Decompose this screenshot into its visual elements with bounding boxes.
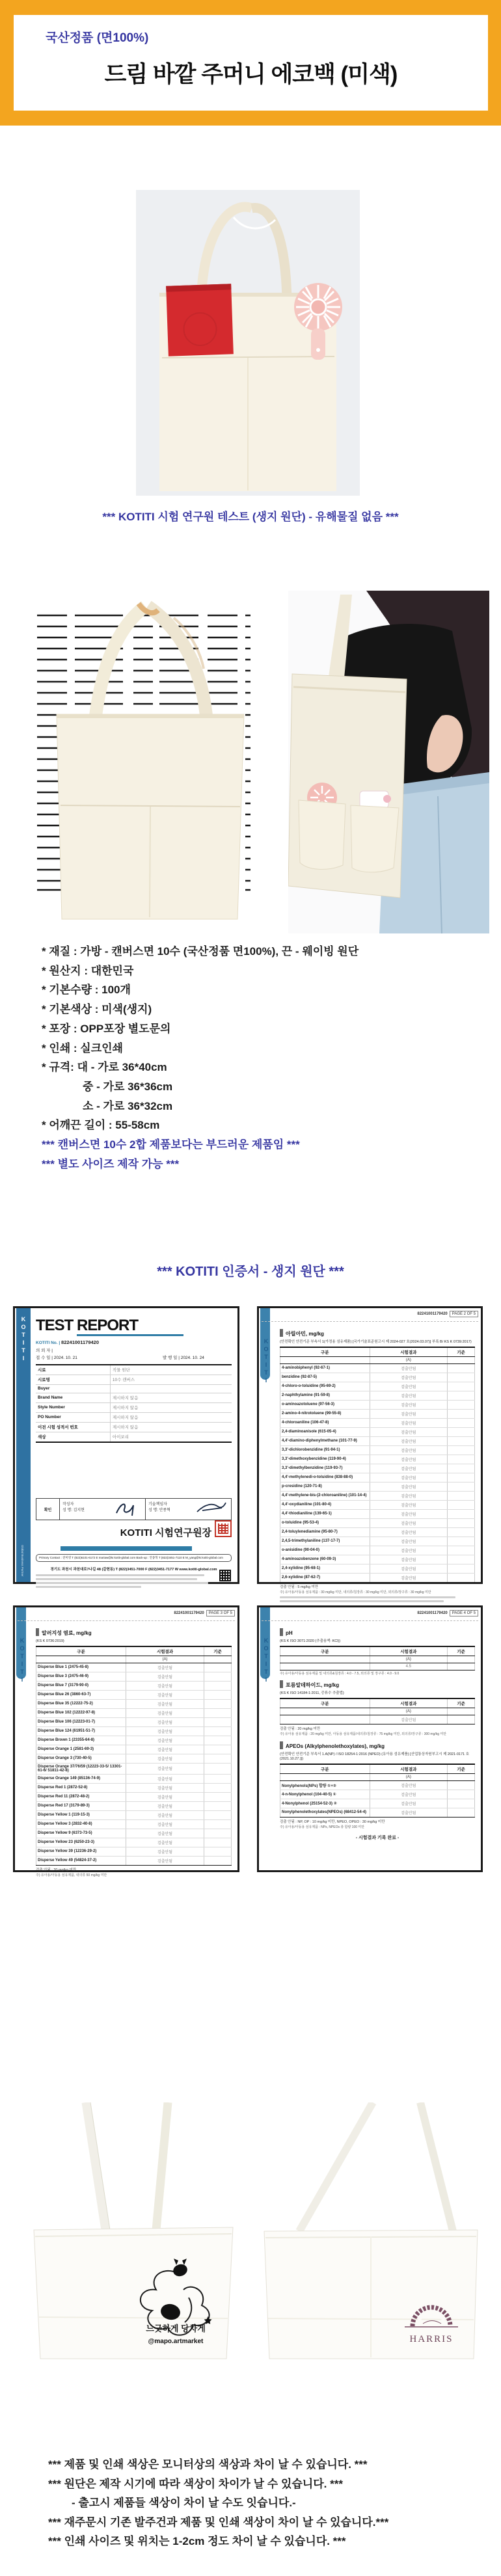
table-row: 4,4'-diamino-diphenylmethane (101-77-9) 검출안됨: [280, 1436, 475, 1445]
origin-badge: 국산정품 (면100%): [46, 31, 149, 45]
director-title: KOTITI 시험연구원장: [120, 1527, 211, 1538]
writer-signature: [114, 1500, 141, 1517]
table-row: 4,4'-methylene-bis-(2-chloroaniline) (101-14-4) 검출안됨: [280, 1491, 475, 1500]
table-row: Disperse Orange 149 (85136-74-9) 검출안됨: [36, 1774, 232, 1783]
product-photo-model: [288, 591, 489, 933]
table-row: Disperse Yellow 39 (12236-29-2) 검출안됨: [36, 1847, 232, 1856]
spec-line: * 원산지 : 대한민국: [42, 964, 134, 977]
ph-section: pH (KS K ISO 3071:2020 (추출용액: KCl)) 구분 시험결과 기준 (A) 4.5 주) 유아용/아동용 섬유제품 및 내의류&침장류 : 4.0 - 7.5, 외의류 및 장구류 : 4.0 - 9.0: [280, 1626, 475, 1676]
section-subtitle: (안전확인 안전기준 부속서 1(가정용 섬유제품) [국가기술표준원고시 제 2024-027 호(2024.03.07)] 부록 B/ KS K 0739:2017): [280, 1340, 472, 1344]
table-row: Nonylphenolethoxylates(NPEOs) (68412-54-4) 검출안됨: [280, 1808, 475, 1817]
dye-table: 구분 시험결과 기준 (A) Disperse Blue 1 (2475-45-8) 검출안됨 Disperse Blue 3 (2475-46-9) 검출안됨 Disperse Blue 7 (3179-90-0) 검출안됨 Disperse Blue 26 (3860-63-7) 검출안됨 Disperse Blue 35 (12222-75-2) 검출안됨 Disperse Blue 102 (12222-97-8) 검출안됨 Disperse Blue 106 (12223-01-7) 검출안됨 Disperse Blue 124 (61951-51-7) 검출안됨 Disperse Brown 1 (23355-64-8) 검출안됨 Disperse Orange 1 (2581-69-3) 검출안됨 Disperse Orange 3 (730-40-5) 검출안됨 Disperse Orange 37/76/59 (12223-33-5/ 13301-61-6/ 51811-42-8) 검출안됨 Disperse Orange 149 (85136-74-9) 검출안됨 Disperse Red 1 (2872-52-8) 검출안됨 Disperse Red 11 (2872-48-2) 검출안됨 Disperse Red 17 (3179-89-3) 검출안됨 Disperse Yellow 1 (119-15-3) 검출안됨 Disperse Yellow 3 (2832-40-8) 검출안됨 Disperse Yellow 9 (6373-73-5) 검출안됨 Disperse Yellow 23 (6250-23-3) 검출안됨 Disperse Yellow 39 (12236-29-2) 검출안됨 Disperse Yellow 49 (54824-37-2) 검출안됨: [36, 1646, 232, 1866]
spec-line: 중 - 가로 36*36cm: [83, 1080, 173, 1093]
arylamine-table: 구분 시험결과 기준 (A) 4-aminobiphenyl (92-67-1) 검출안됨 benzidine (92-87-5) 검출안됨 4-chloro-o-toluidine (95-69-2) 검출안됨 2-naphthylamine (91-59-8) 검출안됨 o-aminoazotoluene (97-56-3) 검출안됨 2-amino-4-nitrotoluene (99-55-8) 검출안됨 4-chloroaniline (106-47-8) 검출안됨 2,4-diaminoanisole (615-05-4) 검출안됨 4,4'-diamino-diphenylmethane (101-77-9) 검출안됨 3,3'-dichlorobenzidine (91-94-1) 검출안됨 3,3'-dimethoxybenzidine (119-90-4) 검출안됨 3,3'-dimethylbenzidine (119-93-7) 검출안됨 4,4'-methylenedi-o-toluidine (838-88-0) 검출안됨 p-cresidine (120-71-8) 검출안됨 4,4'-methylene-bis-(2-chloroaniline) (101-14-4) 검출안됨 4,4'-oxydianiline (101-80-4) 검출안됨 4,4'-thiodianiline (139-65-1) 검출안됨 o-toluidine (95-53-4) 검출안됨 2,4-toluylenediamine (95-80-7) 검출안됨 2,4,5-trimethylaniline (137-17-7) 검출안됨 o-anisidine (90-04-0) 검출안됨 4-aminoazobenzene (60-09-3) 검출안됨 2,4-xylidine (95-68-1) 검출안됨 2,6-xylidine (87-62-7) 검출안됨: [280, 1347, 475, 1583]
table-row: benzidine (92-87-5) 검출안됨: [280, 1373, 475, 1382]
report-meta: KOTITI No. | 82241001179420 의 뢰 자 | 접 수 일 | 2024. 10. 21 발 행 일 | 2024. 10. 24: [36, 1339, 204, 1360]
signature-box: 확인 작성자 성 명: 김지현 기술책임자 성 명: 안종혁: [36, 1498, 232, 1520]
page-title: 드림 바깥 주머니 에코백 (미색): [104, 62, 398, 87]
table-row: Disperse Blue 1 (2475-45-8) 검출안됨: [36, 1663, 232, 1672]
table-note: 주) 유아용/아동용 섬유제품, 내의류 50 mg/kg 미만: [36, 1873, 107, 1877]
striped-bag-illustration: [18, 591, 269, 933]
spec-line: *** 캔버스면 10수 2합 제품보다는 부드러운 제품임 ***: [42, 1138, 300, 1151]
table-row: 4-chloro-o-toluidine (95-69-2) 검출안됨: [280, 1382, 475, 1391]
test-report-title: TEST REPORT: [36, 1317, 232, 1335]
table-row: Disperse Orange 3 (730-40-5) 검출안됨: [36, 1754, 232, 1763]
table-row: 3,3'-dichlorobenzidine (91-94-1) 검출안됨: [280, 1445, 475, 1455]
section-title: 알러지성 염료, mg/kg: [36, 1626, 232, 1638]
table-row: p-cresidine (120-71-8) 검출안됨: [280, 1482, 475, 1491]
table-row: 2,4-xylidine (95-68-1) 검출안됨: [280, 1564, 475, 1573]
header-orange-band: [0, 0, 501, 126]
contact-box: Primary Contact : 전미영 T (822)6101-6172 E mariaw@kr.kotiti-global.com Back-up : 안종혁 T (822)3451-7110 E M_yang@kr.kotiti-global.com: [36, 1554, 232, 1562]
footer-note-line: *** 재주문시 기존 발주건과 제품 및 인쇄 색상이 차이 날 수 있습니다.***: [48, 2516, 389, 2529]
page-indicator: 82241001179420 PAGE 2 OF 5: [417, 1312, 478, 1316]
table-row: 4-aminobiphenyl (92-67-1) 검출안됨: [280, 1363, 475, 1373]
printed-bag-cat-illustration: [26, 2102, 241, 2360]
table-row: 4,4'-thiodianiline (139-65-1) 검출안됨: [280, 1509, 475, 1518]
footer-note-line: *** 인쇄 사이즈 및 위치는 1-2cm 정도 차이 날 수 있습니다. ***: [48, 2535, 346, 2547]
apeo-section: APEOs (Alkylphenolethoxylates), mg/kg (안전확인 안전기준 부속서 1.A(NP) / ISO 18254-1:2016 (NPEO) (유아용 섬유제품) [산업통상자원부고시 제 2021-0171 호 (2021.10.27.)]) 구분 시험결과 기준 (A) Nonylphenols(NPs) 합량 ①+② 검출안됨 4-n-Nonylphenol (104-40-5) ① 검출안됨 4-Nonylphenol (25154-52-3) ② 검출안됨 Nonylphenolethoxylates(NPEOs) (68412-54-4) 검출안됨 검출 안됨 : NP, OP : 10 mg/kg 미만, NPEO, OPEO : 30 mg/kg 미만 주) 유아용/아동용 섬유제품 : NPs, NPEOs 총 함량 100 미만: [280, 1739, 475, 1829]
table-row: 2,4,5-trimethylaniline (137-17-7) 검출안됨: [280, 1536, 475, 1546]
report-footnotes: [36, 1572, 211, 1590]
kotiti-vertical-logo: KOTITI: [263, 1338, 269, 1385]
table-row: PO Number 제시하지 않음: [36, 1412, 232, 1422]
svg-text:@mapo.artmarket: @mapo.artmarket: [148, 2338, 204, 2345]
address-line: 경기도 과천시 과천대로7나길 48 (갈현동) T (822)3451-7000 F (822)3451-7177 W www.kotiti-global.com: [50, 1568, 217, 1572]
report-end-line: - 시험결과 기록 완료 -: [355, 1836, 399, 1840]
formaldehyde-section: 포름알데하이드, mg/kg (KS K ISO 14184-1:2011, 증류수 추출법) 구분 시험결과 기준 (A) 검출안됨 검출 안됨 : 20 mg/kg 미만 주) 유아용 섬유제품 : 20 mg/kg 미만, 아동용 섬유제품/내의류/침장류 : 75 mg/kg 미만, 외의류/장구류 : 300 mg/kg 미만: [280, 1678, 475, 1736]
table-row: Disperse Red 1 (2872-52-8) 검출안됨: [36, 1783, 232, 1792]
spec-line: * 어깨끈 길이 : 55-58cm: [42, 1119, 160, 1132]
kotiti-vertical-logo: KOTITI: [20, 1316, 27, 1363]
test-report-page3: [13, 1605, 239, 1877]
sample-info-table: [36, 1364, 232, 1443]
table-row: Brand Name 제시하지 않음: [36, 1393, 232, 1402]
test-report-page2: [257, 1306, 483, 1594]
spec-line: 소 - 가로 36*32cm: [83, 1099, 173, 1112]
certificate-heading: *** KOTITI 인증서 - 생지 원단 ***: [157, 1265, 344, 1279]
product-specs: [42, 942, 471, 1174]
table-row: 4-n-Nonylphenol (104-40-5) ① 검출안됨: [280, 1790, 475, 1799]
spec-line: * 규격: 대 - 가로 36*40cm: [42, 1061, 167, 1074]
table-row: 시료명 10수 캔버스: [36, 1375, 232, 1384]
table-row: 4-Nonylphenol (25154-52-3) ② 검출안됨: [280, 1799, 475, 1808]
table-row: Buyer: [36, 1384, 232, 1393]
table-row: 3,3'-dimethoxybenzidine (119-90-4) 검출안됨: [280, 1455, 475, 1464]
printed-bag-harris-illustration: [259, 2102, 483, 2360]
spec-line: * 기본색상 : 미색(생지): [42, 1003, 152, 1016]
section-subtitle: (KS K 0736:2019): [36, 1639, 64, 1643]
table-note: 주) 유아용/아동용 섬유제품 : 30 mg/kg 미만, 내의류/침장류 : 30 mg/kg 미만, 외의류/장구류 : 30 mg/kg 미만: [280, 1590, 431, 1594]
footer-note-line: *** 제품 및 인쇄 색상은 모니터상의 색상과 차이 날 수 있습니다. ***: [48, 2458, 368, 2471]
model-wearing-bag-illustration: [288, 591, 489, 933]
table-row: 색상 아이보리: [36, 1432, 232, 1442]
table-row: 2-amino-4-nitrotoluene (99-55-8) 검출안됨: [280, 1409, 475, 1418]
table-row: o-aminoazotoluene (97-56-3) 검출안됨: [280, 1400, 475, 1409]
section-title: 아릴아민, mg/kg: [280, 1327, 475, 1339]
table-row: Disperse Blue 7 (3179-90-0) 검출안됨: [36, 1681, 232, 1690]
page-indicator: 82241001179420 PAGE 3 OF 5: [174, 1611, 235, 1615]
product-photo-striped: [18, 591, 269, 933]
sample-bag-left: [26, 2102, 241, 2360]
product-photo-main: [136, 190, 360, 496]
table-footer: 검출 안됨 : 5 mg/kg 미만: [280, 1585, 319, 1589]
table-row: 2,6-xylidine (87-62-7) 검출안됨: [280, 1573, 475, 1582]
spec-line: *** 별도 사이즈 제작 가능 ***: [42, 1157, 180, 1170]
spec-line: * 재질 : 가방 - 캔버스면 10수 (국산정품 면100%), 끈 - 웨이빙 원단: [42, 945, 359, 958]
table-row: 4,4'-methylenedi-o-toluidine (838-88-0) 검출안됨: [280, 1473, 475, 1482]
table-row: 이전 시험 성적서 번호 제시하지 않음: [36, 1422, 232, 1432]
table-row: Disperse Blue 26 (3860-63-7) 검출안됨: [36, 1690, 232, 1699]
spec-line: * 포장 : OPP포장 별도문의: [42, 1022, 171, 1035]
table-row: Disperse Blue 124 (61951-51-7) 검출안됨: [36, 1726, 232, 1736]
teal-divider-bar: [61, 1546, 192, 1551]
svg-text:느긋하게 당차게: 느긋하게 당차게: [146, 2324, 206, 2333]
test-report-page4: [257, 1605, 483, 1872]
table-row: Disperse Yellow 3 (2832-40-8) 검출안됨: [36, 1819, 232, 1829]
table-row: 3,3'-dimethylbenzidine (119-93-7) 검출안됨: [280, 1464, 475, 1473]
table-row: 4-aminoazobenzene (60-09-3) 검출안됨: [280, 1555, 475, 1564]
table-row: Disperse Yellow 9 (6373-73-5) 검출안됨: [36, 1829, 232, 1838]
spec-line: * 기본수량 : 100개: [42, 984, 131, 997]
table-row: 4,4'-oxydianiline (101-80-4) 검출안됨: [280, 1500, 475, 1509]
page-indicator: 82241001179420 PAGE 4 OF 5: [417, 1611, 478, 1615]
table-row: Disperse Blue 106 (12223-01-7) 검출안됨: [36, 1717, 232, 1726]
footer-note-line: *** 원단은 제작 시기에 따라 색상이 차이가 날 수 있습니다. ***: [48, 2477, 343, 2490]
table-row: Nonylphenols(NPs) 합량 ①+② 검출안됨: [280, 1780, 475, 1790]
table-row: Disperse Blue 3 (2475-46-9) 검출안됨: [36, 1672, 232, 1681]
svg-text:HARRIS: HARRIS: [409, 2334, 454, 2344]
table-row: 2-naphthylamine (91-59-8) 검출안됨: [280, 1391, 475, 1400]
table-row: o-toluidine (95-53-4) 검출안됨: [280, 1518, 475, 1527]
table-row: o-anisidine (90-04-0) 검출안됨: [280, 1546, 475, 1555]
tech-signature: [196, 1500, 227, 1517]
footer-note-line: - 출고시 제품들 색상이 차이 날 수도 잇습니다.-: [72, 2497, 296, 2509]
kotiti-side-slogan: Global Business Partner: [21, 1545, 24, 1577]
qr-code: [219, 1570, 231, 1581]
table-row: Style Number 제시하지 않음: [36, 1402, 232, 1412]
table-row: 4-chloroaniline (106-47-8) 검출안됨: [280, 1418, 475, 1427]
tote-bag-photo-illustration: [136, 190, 360, 496]
spec-line: * 인쇄 : 실크인쇄: [42, 1041, 123, 1054]
table-row: Disperse Yellow 49 (54824-37-2) 검출안됨: [36, 1856, 232, 1865]
sample-bag-right: [259, 2102, 483, 2360]
table-row: Disperse Red 11 (2872-48-2) 검출안됨: [36, 1792, 232, 1801]
header-box: [14, 15, 488, 111]
red-seal-stamp: [215, 1520, 232, 1537]
table-row: 시료 직물 원단: [36, 1365, 232, 1375]
table-row: 2,4-diaminoanisole (615-05-4) 검출안됨: [280, 1427, 475, 1436]
kotiti-vertical-logo: KOTITI: [263, 1637, 269, 1684]
table-row: Disperse Blue 102 (12222-97-8) 검출안됨: [36, 1708, 232, 1717]
kotiti-vertical-logo: KOTITI: [19, 1637, 25, 1684]
table-row: Disperse Orange 37/76/59 (12223-33-5/ 13301-61-6/ 51811-42-8) 검출안됨: [36, 1763, 232, 1774]
kotiti-test-note: *** KOTITI 시험 연구원 테스트 (생지 원단) - 유해물질 없음 ***: [102, 511, 399, 523]
table-row: Disperse Brown 1 (23355-64-8) 검출안됨: [36, 1736, 232, 1745]
footer-notes: [48, 2455, 491, 2551]
test-report-page1: [13, 1306, 239, 1584]
table-row: Disperse Yellow 1 (119-15-3) 검출안됨: [36, 1810, 232, 1819]
table-row: Disperse Blue 35 (12222-75-2) 검출안됨: [36, 1699, 232, 1708]
table-footer: 검출 안됨 : 20 mg/kg 미만: [36, 1868, 77, 1872]
table-row: Disperse Red 17 (3179-89-3) 검출안됨: [36, 1801, 232, 1810]
table-row: 2,4-toluylenediamine (95-80-7) 검출안됨: [280, 1527, 475, 1536]
table-row: Disperse Orange 1 (2581-69-3) 검출안됨: [36, 1745, 232, 1754]
table-row: Disperse Yellow 23 (6250-23-3) 검출안됨: [36, 1838, 232, 1847]
